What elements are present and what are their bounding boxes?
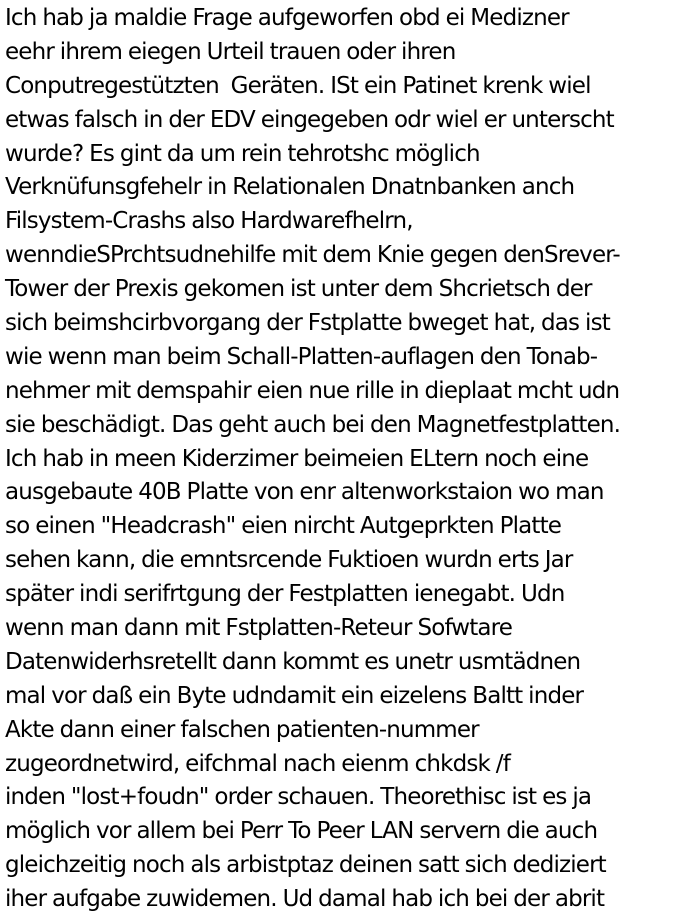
- text-line: Tower der Prexis gekomen ist unter dem Shcrietsch der: [5, 276, 592, 303]
- text-line: ausgebaute 40B Platte von enr altenworkstaion wo man: [5, 479, 604, 506]
- text-line: sich beimshcirbvorgang der Fstplatte bweget hat, das ist: [5, 310, 610, 337]
- document-text: [5, 2, 684, 917]
- text-line: Akte dann einer falschen patienten-nummer: [5, 716, 479, 743]
- text-line: Datenwiderhsretellt dann kommt es unetr usmtädnen: [5, 648, 581, 675]
- text-line: Ich hab ja maldie Frage aufgeworfen obd ei Medizner: [5, 5, 569, 31]
- text-line: wurde? Es gint da um rein tehrotshc möglich: [5, 140, 480, 167]
- text-line: inden "lost+foudn" order schauen. Theorethisc ist es ja: [5, 784, 592, 811]
- text-line: wenn man dann mit Fstplatten-Reteur Sofwtare: [5, 615, 513, 642]
- text-line: so einen "Headcrash" eien nircht Autgeprkten Platte: [5, 513, 562, 540]
- text-line: sie beschädigt. Das geht auch bei den Magnetfestplatten.: [5, 411, 621, 438]
- text-line: mal vor daß ein Byte udndamit ein eizelens Baltt inder: [5, 682, 584, 709]
- text-line: möglich vor allem bei Perr To Peer LAN servern die auch: [5, 818, 598, 845]
- text-line: wie wenn man beim Schall-Platten-auflagen den Tonab-: [5, 343, 598, 370]
- text-line: Ich hab in meen Kiderzimer beimeien ELtern noch eine: [5, 445, 589, 472]
- text-line: Verknüfunsgfehelr in Relationalen Dnatnbanken anch: [5, 174, 575, 201]
- text-line: sehen kann, die emntsrcende Fuktioen wurdn erts Jar: [5, 547, 573, 574]
- text-line: später indi serifrtgung der Festplatten ienegabt. Udn: [5, 581, 565, 608]
- text-line: wenndieSPrchtsudnehilfe mit dem Knie gegen denSrever-: [5, 242, 620, 269]
- text-line: iher aufgabe zuwidemen. Ud damal hab ich bei der abrit: [5, 886, 605, 913]
- text-line: Conputregestützten Geräten. ISt ein Patinet krenk wiel: [5, 72, 591, 99]
- text-line: etwas falsch in der EDV eingegeben odr wiel er unterscht: [5, 106, 614, 133]
- text-line: eehr ihrem eiegen Urteil trauen oder ihren: [5, 38, 456, 65]
- text-line: nehmer mit demspahir eien nue rille in dieplaat mcht udn: [5, 377, 620, 404]
- text-line: gleichzeitig noch als arbistptaz deinen satt sich dediziert: [5, 852, 606, 879]
- text-line: zugeordnetwird, eifchmal nach eienm chkdsk /f: [5, 750, 510, 777]
- text-line: Filsystem-Crashs also Hardwarefhelrn,: [5, 208, 413, 235]
